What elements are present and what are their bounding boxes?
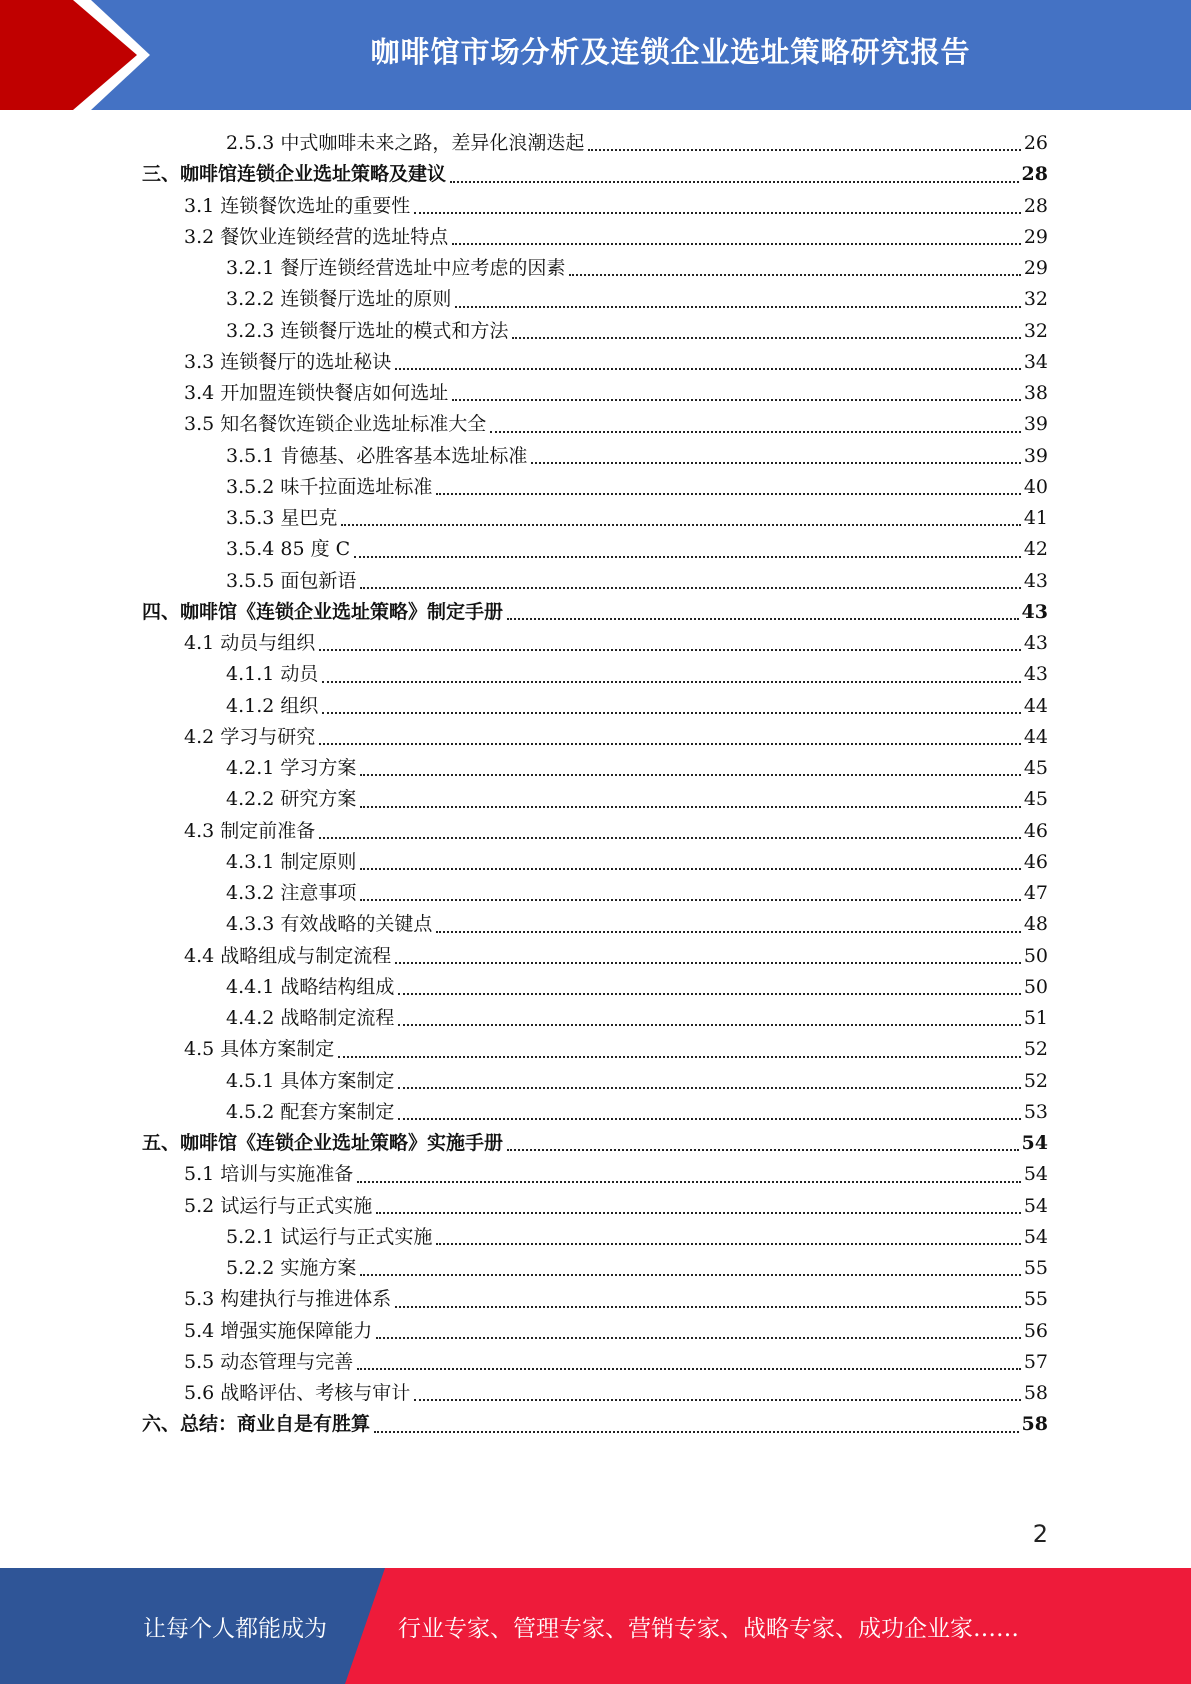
- toc-entry[interactable]: [142, 1284, 1048, 1315]
- toc-dot-leader: [398, 1024, 1020, 1026]
- toc-entry-title: 四、咖啡馆《连锁企业选址策略》制定手册: [142, 600, 504, 623]
- report-title: 咖啡馆市场分析及连锁企业选址策略研究报告: [370, 34, 971, 69]
- toc-entry-number: 5.2.1: [226, 1225, 281, 1248]
- toc-entry-number: 3.3: [184, 350, 221, 373]
- toc-entry-title: 肯德基、必胜客基本选址标准: [280, 444, 528, 467]
- footer-slogan-right: 行业专家、管理专家、营销专家、战略专家、成功企业家……: [398, 1615, 1019, 1642]
- toc-entry-title: 星巴克: [280, 507, 338, 530]
- toc-entry[interactable]: [142, 472, 1048, 503]
- toc-entry-title: 配套方案制定: [280, 1100, 395, 1123]
- toc-entry[interactable]: [142, 159, 1048, 190]
- toc-entry[interactable]: [142, 1378, 1048, 1409]
- toc-entry-number: 5.6: [184, 1382, 221, 1405]
- toc-entry-page: 45: [1023, 788, 1048, 811]
- toc-entry-number: 4.1: [184, 632, 221, 655]
- toc-entry-title: 研究方案: [280, 788, 357, 811]
- toc-entry-page: 58: [1021, 1413, 1048, 1436]
- toc-entry-number: 4.5: [184, 1038, 221, 1061]
- toc-dot-leader: [374, 1431, 1019, 1433]
- toc-dot-leader: [398, 1087, 1020, 1089]
- toc-entry[interactable]: [142, 1409, 1048, 1440]
- toc-dot-leader: [360, 868, 1020, 870]
- toc-dot-leader: [341, 524, 1020, 526]
- toc-entry-title: 三、咖啡馆连锁企业选址策略及建议: [142, 163, 447, 186]
- toc-entry-title: 连锁餐厅选址的原则: [280, 288, 452, 311]
- toc-entry[interactable]: [142, 1253, 1048, 1284]
- toc-entry[interactable]: [142, 1191, 1048, 1222]
- toc-entry-title: 试运行与正式实施: [220, 1194, 373, 1217]
- toc-entry-page: 52: [1023, 1038, 1048, 1061]
- toc-entry[interactable]: [142, 222, 1048, 253]
- toc-dot-leader: [452, 399, 1021, 401]
- toc-dot-leader: [376, 1337, 1021, 1339]
- toc-entry-number: 3.2: [184, 225, 221, 248]
- toc-entry-page: 39: [1023, 413, 1048, 436]
- toc-entry-number: 4.4: [184, 944, 221, 967]
- toc-entry[interactable]: [142, 1066, 1048, 1097]
- toc-entry-title: 学习方案: [280, 757, 357, 780]
- toc-entry-page: 41: [1023, 507, 1048, 530]
- toc-entry[interactable]: [142, 1222, 1048, 1253]
- toc-entry[interactable]: [142, 409, 1048, 440]
- toc-dot-leader: [354, 556, 1021, 558]
- toc-entry-page: 29: [1023, 225, 1048, 248]
- toc-entry-title: 动员与组织: [220, 632, 316, 655]
- toc-entry-title: 构建执行与推进体系: [220, 1288, 392, 1311]
- toc-entry-title: 面包新语: [280, 569, 357, 592]
- toc-dot-leader: [398, 1118, 1020, 1120]
- toc-dot-leader: [414, 1399, 1021, 1401]
- toc-entry-number: 3.4: [184, 382, 221, 405]
- toc-entry[interactable]: [142, 1347, 1048, 1378]
- toc-entry-title: 培训与实施准备: [220, 1163, 354, 1186]
- toc-entry-title: 连锁餐饮选址的重要性: [220, 194, 411, 217]
- toc-entry-number: 5.3: [184, 1288, 221, 1311]
- toc-dot-leader: [395, 962, 1021, 964]
- toc-entry-title: 制定前准备: [220, 819, 316, 842]
- toc-entry-number: 3.5: [184, 413, 221, 436]
- toc-entry-title: 战略组成与制定流程: [220, 944, 392, 967]
- toc-entry[interactable]: [142, 534, 1048, 565]
- toc-entry-number: 4.3.2: [226, 882, 281, 905]
- toc-entry-number: 5.1: [184, 1163, 221, 1186]
- toc-entry-page: 44: [1023, 694, 1048, 717]
- toc-entry[interactable]: [142, 253, 1048, 284]
- toc-dot-leader: [357, 1368, 1021, 1370]
- toc-entry[interactable]: [142, 1097, 1048, 1128]
- toc-entry[interactable]: [142, 1316, 1048, 1347]
- footer-banner: [0, 1568, 1191, 1684]
- toc-entry-page: 46: [1023, 819, 1048, 842]
- toc-entry[interactable]: [142, 659, 1048, 690]
- toc-dot-leader: [436, 931, 1020, 933]
- toc-dot-leader: [357, 1181, 1021, 1183]
- toc-entry[interactable]: [142, 1159, 1048, 1190]
- toc-entry-number: 4.4.1: [226, 975, 281, 998]
- toc-entry-page: 50: [1023, 944, 1048, 967]
- toc-entry-page: 43: [1021, 600, 1048, 623]
- toc-entry-title: 战略制定流程: [280, 1007, 395, 1030]
- toc-entry[interactable]: [142, 753, 1048, 784]
- toc-entry-title: 味千拉面选址标准: [280, 475, 433, 498]
- footer-slogan-left: 让每个人都能成为: [143, 1615, 327, 1642]
- toc-entry-number: 2.5.3: [226, 132, 281, 155]
- toc-entry-page: 58: [1023, 1382, 1048, 1405]
- toc-entry-number: 4.4.2: [226, 1007, 281, 1030]
- toc-entry-number: 3.5.1: [226, 444, 281, 467]
- toc-entry-title: 实施方案: [280, 1257, 357, 1280]
- toc-entry-title: 具体方案制定: [280, 1069, 395, 1092]
- toc-dot-leader: [569, 274, 1020, 276]
- toc-entry-page: 28: [1021, 163, 1048, 186]
- toc-entry-page: 44: [1023, 725, 1048, 748]
- toc-entry-page: 32: [1023, 288, 1048, 311]
- toc-entry-title: 动员: [280, 663, 319, 686]
- toc-entry-title: 中式咖啡未来之路，差异化浪潮迭起: [280, 132, 585, 155]
- toc-dot-leader: [360, 806, 1020, 808]
- toc-entry-page: 32: [1023, 319, 1048, 342]
- red-arrow-decoration: [0, 0, 137, 110]
- toc-entry[interactable]: [142, 597, 1048, 628]
- toc-dot-leader: [507, 1149, 1019, 1151]
- toc-entry-page: 54: [1023, 1194, 1048, 1217]
- toc-entry-number: 3.5.5: [226, 569, 281, 592]
- toc-entry-page: 43: [1023, 632, 1048, 655]
- toc-entry-title: 战略结构组成: [280, 975, 395, 998]
- toc-dot-leader: [452, 243, 1021, 245]
- toc-dot-leader: [360, 899, 1020, 901]
- table-of-contents: [142, 128, 1048, 1441]
- toc-entry-number: 5.5: [184, 1350, 221, 1373]
- toc-dot-leader: [398, 993, 1020, 995]
- toc-entry-number: 5.2: [184, 1194, 221, 1217]
- toc-entry-page: 54: [1023, 1163, 1048, 1186]
- toc-entry-number: 3.2.3: [226, 319, 281, 342]
- toc-entry-page: 57: [1023, 1350, 1048, 1373]
- toc-entry-page: 42: [1023, 538, 1048, 561]
- toc-entry-number: 3.5.2: [226, 475, 281, 498]
- toc-entry-page: 29: [1023, 257, 1048, 280]
- toc-entry[interactable]: [142, 691, 1048, 722]
- toc-entry-page: 52: [1023, 1069, 1048, 1092]
- toc-entry-page: 54: [1021, 1132, 1048, 1155]
- toc-dot-leader: [360, 774, 1020, 776]
- toc-entry[interactable]: [142, 347, 1048, 378]
- toc-dot-leader: [436, 1243, 1020, 1245]
- toc-entry-number: 3.5.3: [226, 507, 281, 530]
- toc-entry-page: 28: [1023, 194, 1048, 217]
- toc-dot-leader: [512, 337, 1020, 339]
- toc-entry[interactable]: [142, 722, 1048, 753]
- toc-entry-title: 有效战略的关键点: [280, 913, 433, 936]
- toc-dot-leader: [322, 712, 1020, 714]
- toc-entry-number: 3.1: [184, 194, 221, 217]
- toc-entry-page: 45: [1023, 757, 1048, 780]
- toc-dot-leader: [450, 181, 1019, 183]
- toc-entry-number: 4.1.1: [226, 663, 281, 686]
- toc-entry-page: 43: [1023, 663, 1048, 686]
- toc-entry-title: 连锁餐厅选址的模式和方法: [280, 319, 509, 342]
- toc-entry[interactable]: [142, 1003, 1048, 1034]
- toc-entry-number: 5.4: [184, 1319, 221, 1342]
- toc-dot-leader: [588, 149, 1020, 151]
- toc-entry-title: 学习与研究: [220, 725, 316, 748]
- toc-dot-leader: [360, 587, 1020, 589]
- toc-entry-page: 51: [1023, 1007, 1048, 1030]
- toc-entry-number: 5.2.2: [226, 1257, 281, 1280]
- toc-entry-number: 4.3.3: [226, 913, 281, 936]
- toc-dot-leader: [507, 618, 1019, 620]
- toc-entry-number: 3.5.4: [226, 538, 281, 561]
- toc-entry-title: 组织: [280, 694, 319, 717]
- toc-dot-leader: [338, 1056, 1021, 1058]
- toc-dot-leader: [490, 431, 1021, 433]
- toc-entry-title: 增强实施保障能力: [220, 1319, 373, 1342]
- toc-entry-title: 具体方案制定: [220, 1038, 335, 1061]
- toc-entry[interactable]: [142, 566, 1048, 597]
- toc-entry-page: 55: [1023, 1257, 1048, 1280]
- toc-entry-page: 26: [1023, 132, 1048, 155]
- toc-entry-page: 47: [1023, 882, 1048, 905]
- toc-entry-title: 85 度 C: [280, 538, 351, 561]
- toc-entry-page: 53: [1023, 1100, 1048, 1123]
- toc-entry-title: 知名餐饮连锁企业选址标准大全: [220, 413, 487, 436]
- toc-entry-title: 餐饮业连锁经营的选址特点: [220, 225, 449, 248]
- toc-dot-leader: [360, 1274, 1020, 1276]
- toc-entry[interactable]: [142, 878, 1048, 909]
- toc-entry-title: 注意事项: [280, 882, 357, 905]
- toc-dot-leader: [319, 837, 1021, 839]
- toc-entry[interactable]: [142, 784, 1048, 815]
- toc-entry-page: 39: [1023, 444, 1048, 467]
- toc-entry[interactable]: [142, 284, 1048, 315]
- toc-dot-leader: [395, 368, 1021, 370]
- toc-entry-title: 战略评估、考核与审计: [220, 1382, 411, 1405]
- toc-entry-number: 4.2.1: [226, 757, 281, 780]
- toc-entry-page: 38: [1023, 382, 1048, 405]
- toc-entry[interactable]: [142, 847, 1048, 878]
- toc-entry[interactable]: [142, 816, 1048, 847]
- page-number: 2: [1032, 1520, 1048, 1548]
- toc-entry-title: 动态管理与完善: [220, 1350, 354, 1373]
- toc-entry-page: 34: [1023, 350, 1048, 373]
- toc-entry-title: 连锁餐厅的选址秘诀: [220, 350, 392, 373]
- toc-entry[interactable]: [142, 191, 1048, 222]
- toc-entry-number: 3.2.1: [226, 257, 281, 280]
- toc-entry[interactable]: [142, 972, 1048, 1003]
- toc-entry[interactable]: [142, 1128, 1048, 1159]
- toc-entry-number: 4.1.2: [226, 694, 281, 717]
- toc-dot-leader: [414, 212, 1021, 214]
- toc-entry[interactable]: [142, 503, 1048, 534]
- toc-entry[interactable]: [142, 628, 1048, 659]
- toc-dot-leader: [531, 462, 1020, 464]
- toc-entry-title: 试运行与正式实施: [280, 1225, 433, 1248]
- toc-dot-leader: [455, 306, 1020, 308]
- header-banner: [0, 0, 1191, 110]
- toc-entry[interactable]: [142, 441, 1048, 472]
- toc-entry-title: 餐厅连锁经营选址中应考虑的因素: [280, 257, 566, 280]
- toc-entry[interactable]: [142, 378, 1048, 409]
- toc-dot-leader: [436, 493, 1020, 495]
- toc-entry-page: 40: [1023, 475, 1048, 498]
- toc-entry-page: 56: [1023, 1319, 1048, 1342]
- toc-dot-leader: [319, 649, 1021, 651]
- toc-dot-leader: [319, 743, 1021, 745]
- toc-entry-page: 55: [1023, 1288, 1048, 1311]
- toc-entry-number: 4.2.2: [226, 788, 281, 811]
- toc-entry-page: 48: [1023, 913, 1048, 936]
- toc-dot-leader: [395, 1306, 1021, 1308]
- toc-entry-title: 开加盟连锁快餐店如何选址: [220, 382, 449, 405]
- toc-entry[interactable]: [142, 128, 1048, 159]
- toc-dot-leader: [322, 681, 1020, 683]
- toc-entry-title: 制定原则: [280, 850, 357, 873]
- toc-entry[interactable]: [142, 1034, 1048, 1065]
- toc-entry-title: 五、咖啡馆《连锁企业选址策略》实施手册: [142, 1132, 504, 1155]
- toc-entry[interactable]: [142, 316, 1048, 347]
- toc-entry-page: 46: [1023, 850, 1048, 873]
- toc-entry-number: 4.5.2: [226, 1100, 281, 1123]
- toc-entry-page: 54: [1023, 1225, 1048, 1248]
- toc-entry-number: 4.5.1: [226, 1069, 281, 1092]
- toc-entry-number: 4.3.1: [226, 850, 281, 873]
- toc-entry-number: 3.2.2: [226, 288, 281, 311]
- toc-entry-page: 50: [1023, 975, 1048, 998]
- toc-entry-number: 4.3: [184, 819, 221, 842]
- toc-entry[interactable]: [142, 941, 1048, 972]
- toc-entry-number: 4.2: [184, 725, 221, 748]
- toc-entry[interactable]: [142, 909, 1048, 940]
- toc-dot-leader: [376, 1212, 1021, 1214]
- toc-entry-title: 六、总结：商业自是有胜算: [142, 1413, 371, 1436]
- toc-entry-page: 43: [1023, 569, 1048, 592]
